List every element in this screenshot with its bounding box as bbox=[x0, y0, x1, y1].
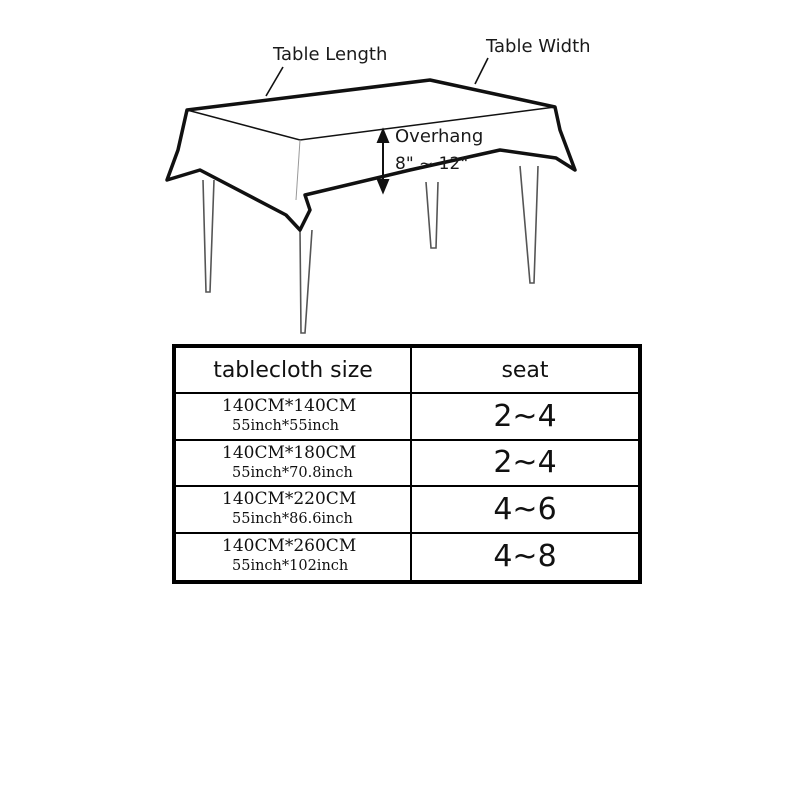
overhang-label: Overhang bbox=[395, 126, 484, 147]
seat-cell: 4~8 bbox=[493, 539, 557, 575]
size-cm: 140CM*260CM bbox=[222, 535, 357, 556]
size-inch: 55inch*55inch bbox=[232, 418, 340, 434]
table-leg-left bbox=[203, 180, 214, 292]
table-length-label: Table Length bbox=[273, 44, 388, 65]
size-cell bbox=[176, 487, 412, 534]
header-tablecloth-size: tablecloth size bbox=[176, 348, 412, 394]
size-cell bbox=[176, 394, 412, 441]
seat-cell: 4~6 bbox=[412, 487, 638, 534]
seat-cell: 2~4 bbox=[412, 394, 638, 441]
size-cm: 140CM*140CM bbox=[222, 396, 357, 416]
size-chart-table bbox=[172, 344, 642, 584]
overhang-value: 8" ~ 12" bbox=[395, 154, 469, 174]
size-inch: 55inch*86.6inch bbox=[232, 511, 353, 527]
table-leg-back bbox=[426, 182, 438, 248]
size-cm: 140CM*220CM bbox=[222, 489, 357, 509]
table-leg-right bbox=[520, 166, 538, 283]
size-inch: 55inch*70.8inch bbox=[232, 464, 353, 481]
size-inch: 55inch*102inch bbox=[232, 557, 349, 574]
width-leader bbox=[475, 58, 488, 84]
size-cell bbox=[176, 534, 412, 581]
table-leg-front bbox=[300, 230, 312, 333]
header-seat: seat bbox=[412, 348, 638, 394]
tablecloth-shape bbox=[167, 80, 575, 230]
length-leader bbox=[266, 67, 283, 96]
table-width-label: Table Width bbox=[486, 36, 591, 57]
size-cell bbox=[176, 441, 412, 488]
size-cm: 140CM*180CM bbox=[222, 442, 357, 463]
table-diagram bbox=[0, 0, 800, 340]
seat-cell: 2~4 bbox=[412, 441, 638, 488]
